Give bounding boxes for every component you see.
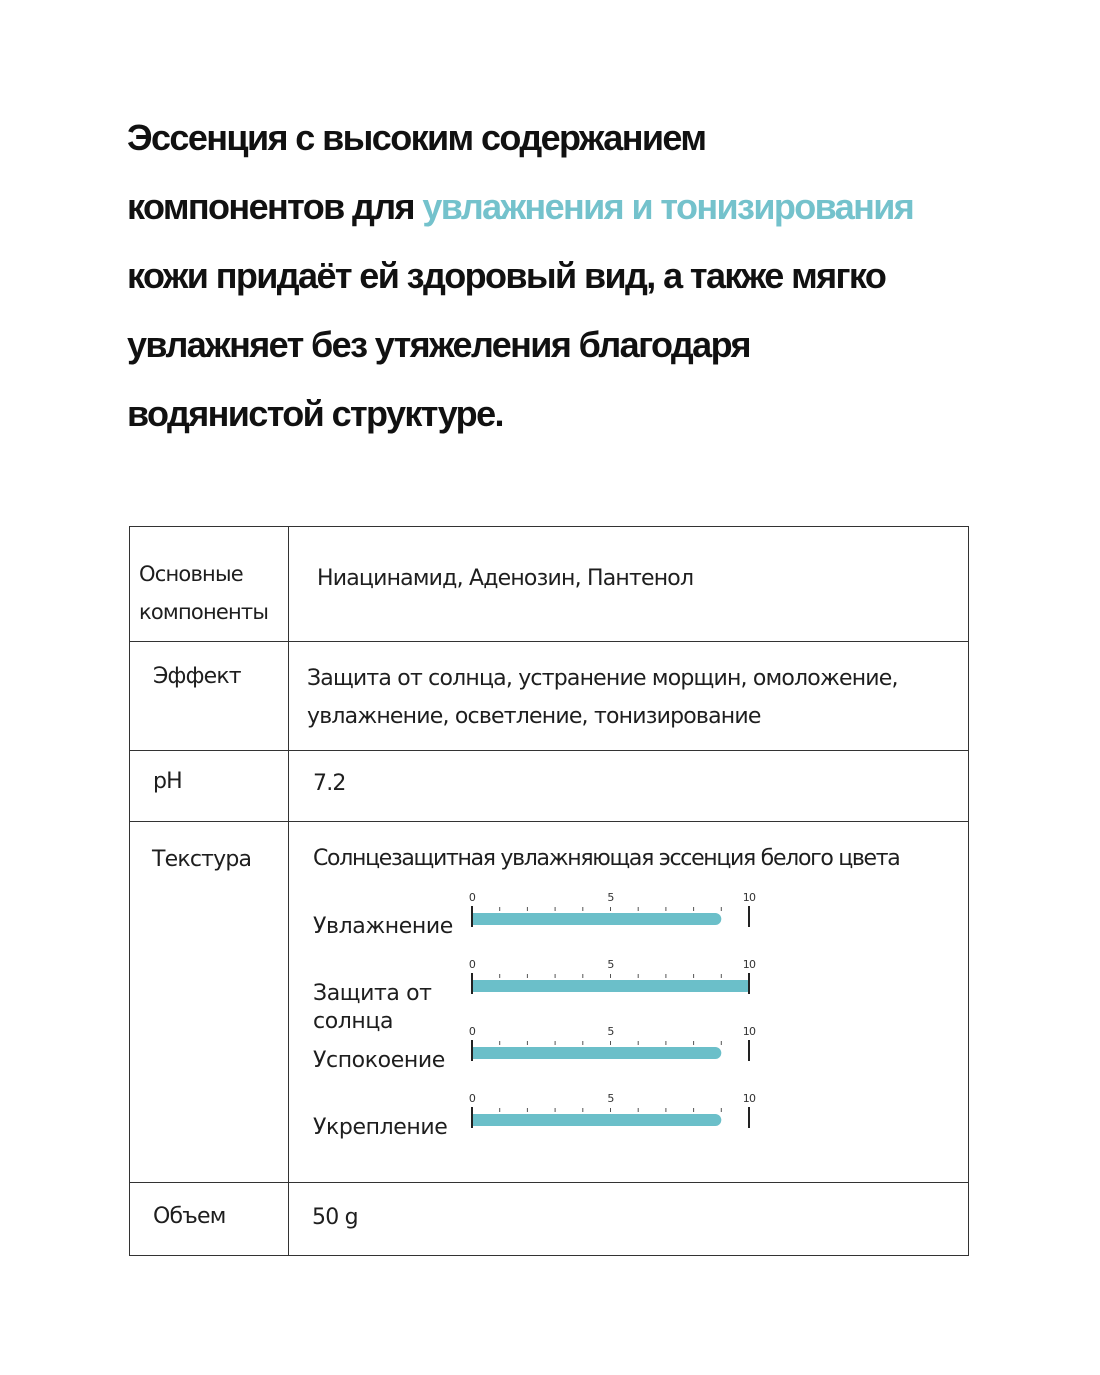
texture-label: Текстура xyxy=(152,847,252,872)
rating-row xyxy=(313,1025,968,1092)
rating-scale-svg xyxy=(468,1092,759,1138)
tick-label: 5 xyxy=(607,891,614,904)
rating-row xyxy=(313,958,968,1034)
headline-accent-text: увлажнения и тонизирования xyxy=(422,186,914,227)
rating-scale xyxy=(468,958,756,1004)
volume-label: Объем xyxy=(153,1204,226,1229)
ph-value: 7.2 xyxy=(313,771,346,796)
rating-row xyxy=(313,891,968,958)
tick-label: 5 xyxy=(607,1025,614,1038)
rating-scale xyxy=(468,1092,756,1138)
rating-bar-start xyxy=(472,1114,480,1126)
table-row-volume xyxy=(130,1183,969,1256)
volume-value-cell xyxy=(289,1183,969,1256)
headline xyxy=(127,103,927,448)
tick-label: 0 xyxy=(468,1092,476,1105)
effect-label-cell xyxy=(130,642,289,751)
rating-label: Увлажнение xyxy=(313,914,453,939)
rating-scale-svg xyxy=(468,1025,759,1071)
rating-chart xyxy=(313,891,968,1159)
volume-label-cell xyxy=(130,1183,289,1256)
texture-value-cell xyxy=(289,822,969,1183)
rating-bar-start xyxy=(472,980,480,992)
tick-label: 0 xyxy=(468,891,476,904)
rating-scale-svg xyxy=(468,891,759,937)
ph-value-cell xyxy=(289,751,969,822)
main-components-label: Основные компоненты xyxy=(139,562,269,624)
rating-bar xyxy=(472,913,721,925)
table-row-main-components xyxy=(130,527,969,642)
rating-bar-start xyxy=(472,1047,480,1059)
rating-scale xyxy=(468,1025,756,1071)
volume-value: 50 g xyxy=(312,1205,358,1230)
rating-label: Укрепление xyxy=(313,1115,448,1140)
texture-value: Солнцезащитная увлажняющая эссенция белого цвета xyxy=(313,846,900,871)
texture-label-cell xyxy=(130,822,289,1183)
rating-scale-svg xyxy=(468,958,759,1004)
table-row-effect xyxy=(130,642,969,751)
table-row-texture xyxy=(130,822,969,1183)
tick-label: 10 xyxy=(742,1025,756,1038)
rating-scale xyxy=(468,891,756,937)
rating-bar xyxy=(472,980,749,992)
tick-label: 10 xyxy=(742,1092,756,1105)
headline-text-start: Эссенция с высоким содержанием компонентов для xyxy=(127,117,706,227)
tick-label: 5 xyxy=(607,1092,614,1105)
rating-row xyxy=(313,1092,968,1159)
spec-table xyxy=(129,526,969,1256)
effect-label: Эффект xyxy=(153,664,241,689)
ph-label-cell xyxy=(130,751,289,822)
rating-bar xyxy=(472,1047,721,1059)
tick-label: 10 xyxy=(742,891,756,904)
rating-bar-start xyxy=(472,913,480,925)
tick-label: 10 xyxy=(742,958,756,971)
rating-bar xyxy=(472,1114,721,1126)
rating-label: Успокоение xyxy=(313,1048,445,1073)
effect-value: Защита от солнца, устранение морщин, омоложение, увлажнение, осветление, тонизирование xyxy=(307,666,898,729)
tick-label: 0 xyxy=(468,958,476,971)
tick-label: 5 xyxy=(607,958,614,971)
effect-value-cell xyxy=(289,642,969,751)
table-row-ph xyxy=(130,751,969,822)
headline-text-end: кожи придаёт ей здоровый вид, а также мягко увлажняет без утяжеления благодаря водянистой структуре. xyxy=(127,255,886,434)
main-components-value-cell xyxy=(289,527,969,642)
tick-label: 0 xyxy=(468,1025,476,1038)
main-components-label-cell xyxy=(130,527,289,642)
ph-label: pH xyxy=(153,769,182,794)
rating-label: Защита от солнца xyxy=(313,981,432,1034)
main-components-value: Ниацинамид, Аденозин, Пантенол xyxy=(317,566,694,591)
